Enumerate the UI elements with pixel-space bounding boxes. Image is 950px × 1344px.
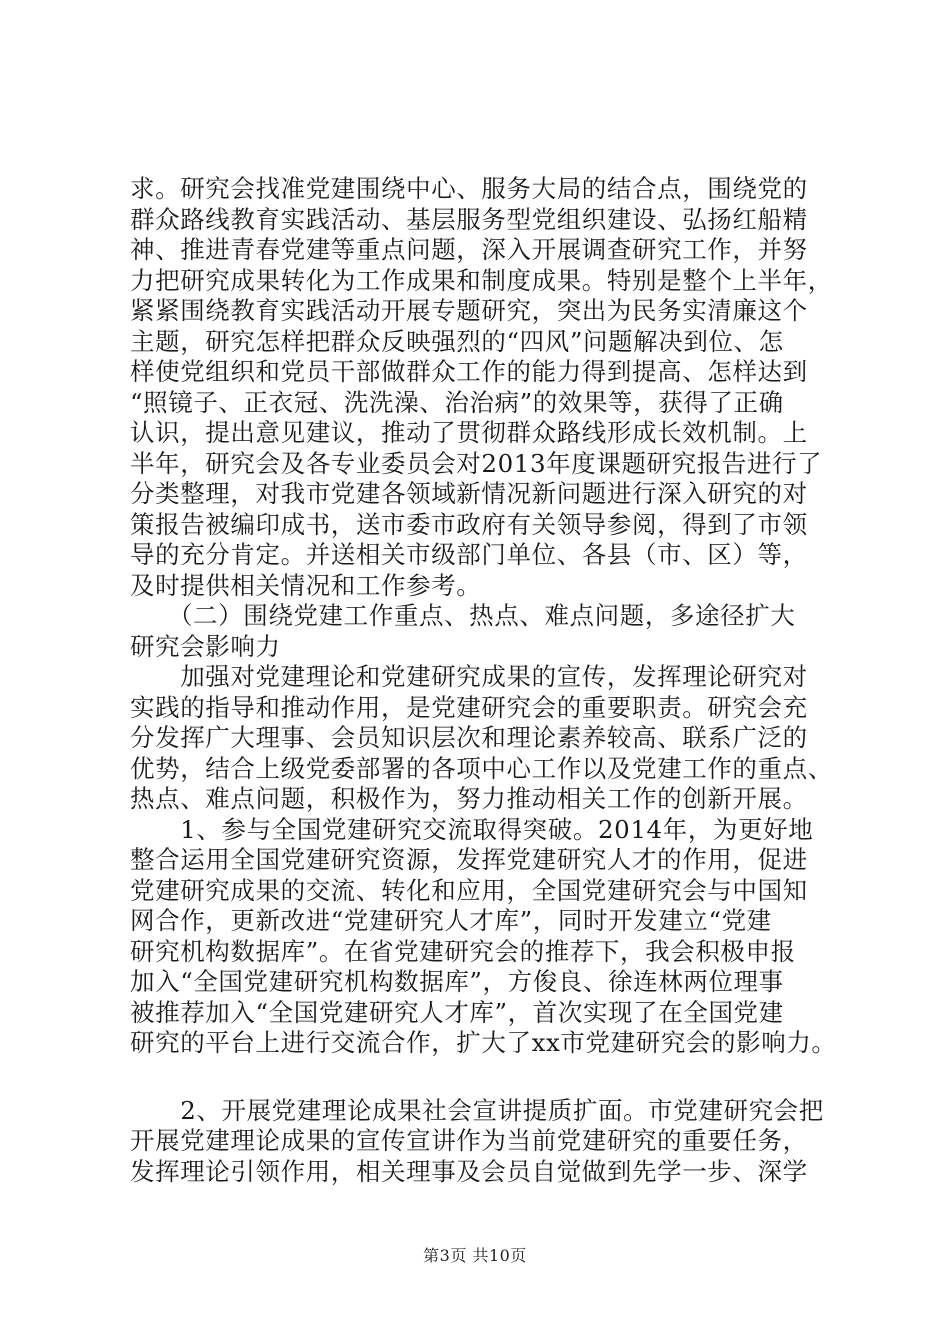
text-line: 开展党建理论成果的宣传宣讲作为当前党建研究的重要任务，: [130, 1126, 808, 1155]
text-line: 热点、难点问题，积极作为，努力推动相关工作的创新开展。: [130, 784, 808, 813]
text-line: 优势，结合上级党委部署的各项中心工作以及党建工作的重点、: [130, 753, 833, 783]
text-line: 导的充分肯定。并送相关市级部门单位、各县（市、区）等，: [130, 540, 808, 569]
text-line: 研究机构数据库”。在省党建研究会的推荐下，我会积极申报: [130, 936, 796, 966]
paragraph-block: [130, 174, 837, 1059]
text-line: 及时提供相关情况和工作参考。: [130, 570, 482, 600]
text-line: “照镜子、正衣冠、洗洗澡、治治病”的效果等，获得了正确: [130, 387, 784, 417]
document-body: [130, 174, 837, 1187]
text-line: 群众路线教育实践活动、基层服务型党组织建设、弘扬红船精: [130, 204, 808, 234]
text-line: 半年，研究会及各专业委员会对2013年度课题研究报告进行了: [130, 448, 823, 478]
page-number-footer: 第3页 共10页: [423, 1246, 527, 1265]
text-line: 1、参与全国党建研究交流取得突破。2014年，为更好地: [130, 814, 814, 844]
text-line: 认识，提出意见建议，推动了贯彻群众路线形成长效机制。上: [130, 418, 808, 447]
text-line: 主题，研究怎样把群众反映强烈的“四风”问题解决到位、怎: [130, 326, 784, 356]
text-line: 实践的指导和推动作用，是党建研究会的重要职责。研究会充: [130, 692, 808, 722]
text-line: 加强对党建理论和党建研究成果的宣传，发挥理论研究对: [130, 662, 808, 691]
text-line: 紧紧围绕教育实践活动开展专题研究，突出为民务实清廉这个: [130, 296, 808, 325]
text-line: 加入“全国党建研究机构数据库”，方俊良、徐连林两位理事: [130, 967, 784, 996]
text-line: 发挥理论引领作用，相关理事及会员自觉做到先学一步、深学: [130, 1156, 808, 1186]
paragraph-block: [130, 1096, 830, 1188]
text-line: 策报告被编印成书，送市委市政府有关领导参阅，得到了市领: [130, 509, 808, 539]
paragraph-gap: [130, 1059, 830, 1096]
text-line: 研究的平台上进行交流合作，扩大了xx市党建研究会的影响力。: [130, 1028, 837, 1057]
text-line: 样使党组织和党员干部做群众工作的能力得到提高、怎样达到: [130, 357, 808, 386]
text-line: 2、开展党建理论成果社会宣讲提质扩面。市党建研究会把: [130, 1095, 824, 1125]
text-line: 求。研究会找准党建围绕中心、服务大局的结合点，围绕党的: [130, 174, 808, 203]
text-line: 被推荐加入“全国党建研究人才库”，首次实现了在全国党建: [130, 997, 784, 1027]
text-line: 整合运用全国党建研究资源，发挥党建研究人才的作用，促进: [130, 845, 808, 874]
text-line: 党建研究成果的交流、转化和应用，全国党建研究会与中国知: [130, 875, 808, 905]
text-line: 研究会影响力: [130, 631, 281, 661]
text-line: 分类整理，对我市党建各领域新情况新问题进行深入研究的对: [130, 479, 808, 508]
text-line: 网合作，更新改进“党建研究人才库”，同时开发建立“党建: [130, 906, 772, 935]
text-line: （二）围绕党建工作重点、热点、难点问题，多途径扩大: [130, 601, 796, 630]
text-line: 力把研究成果转化为工作成果和制度成果。特别是整个上半年，: [130, 265, 833, 295]
text-line: 神、推进青春党建等重点问题，深入开展调查研究工作，并努: [130, 235, 808, 264]
text-line: 分发挥广大理事、会员知识层次和理论素养较高、联系广泛的: [130, 723, 808, 752]
